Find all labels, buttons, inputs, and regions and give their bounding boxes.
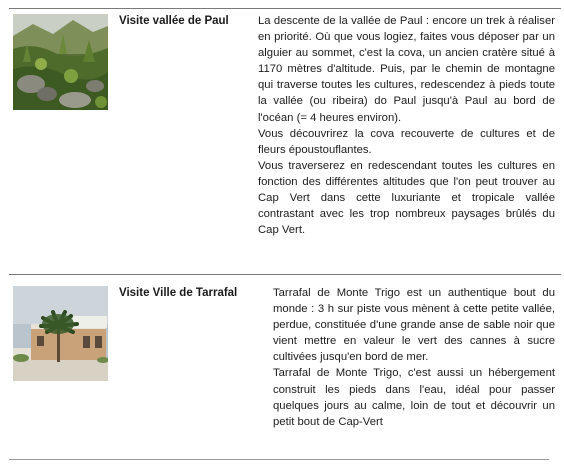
paragraph: Vous traverserez en redescendant toutes les cultures en fonction des différentes altitudes que l'on peut trouver au Cap Vert dans cette luxuriante et tropicale vallée contrastant avec les trop nombreux paysages brûlés du Cap Vert. — [258, 159, 555, 237]
entry-description — [273, 285, 555, 430]
paragraph: Tarrafal de Monte Trigo, c'est aussi un hébergement construit les pieds dans l'eau, idéal pour passer quelques jours au calme, loin de tout et découvrir un petit bout de Cap-Vert — [273, 367, 555, 428]
paragraph: Tarrafal de Monte Trigo est un authentique bout du monde : 3 h sur piste vous mènent à cette petite vallée, perdue, constituée d'une grande anse de sable noir que vient mettre en valeur le vert des cannes à sucre cultivées jusqu'en bord de mer. — [273, 287, 555, 364]
paul-valley-photo — [13, 14, 108, 110]
section-divider — [9, 274, 561, 275]
top-divider — [9, 8, 561, 9]
entry-description — [258, 13, 555, 238]
tarrafal-photo — [13, 286, 108, 381]
entry-title: Visite vallée de Paul — [119, 15, 229, 27]
entry-title: Visite Ville de Tarrafal — [119, 287, 238, 299]
paragraph: Vous découvrirez la cova recouverte de cultures et de fleurs époustouflantes. — [258, 127, 555, 156]
bottom-divider — [9, 459, 549, 460]
paragraph: La descente de la vallée de Paul : encore un trek à réaliser en priorité. Où que vous logiez, faites vous déposer par un alguier au sommet, c'est la cova, un ancien cratère situé à 1170 mètres d'altitude. Puis, par le chemin de montagne qui traverse toutes les cultures, redescendez à pieds toute la vallée (ou ribeira) do Paul jusqu'à Paul au bord de l'océan (= 4 heures environ). — [258, 15, 555, 124]
